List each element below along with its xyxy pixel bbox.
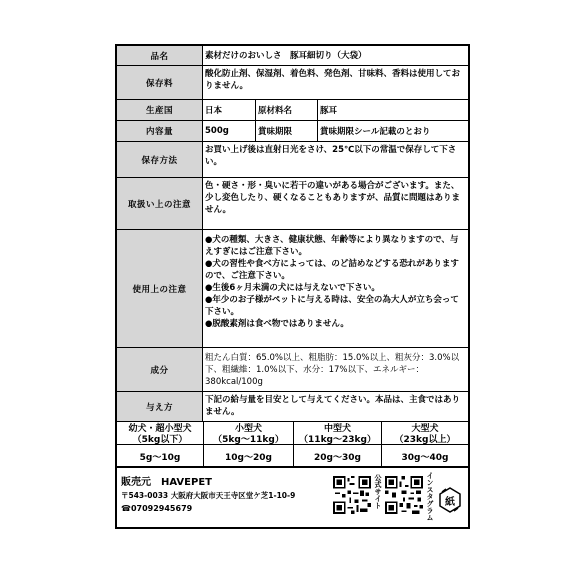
nutrition-value: 粗たん白質：65.0%以上、粗脂肪：15.0%以上、粗灰分：3.0%以下、粗繊維：1.0%以下、水分：17%以下、エネルギー：380kcal/100g <box>205 352 460 387</box>
content-row <box>117 121 468 142</box>
weight-label: （11kg〜23kg） <box>293 433 381 445</box>
amount-value: 5g〜10g <box>139 453 181 463</box>
storage-header: 保存方法 <box>117 142 203 177</box>
storage-value: お買い上げ後は直射日光をさけ、25℃以下の常温で保存して下さい。 <box>205 145 457 167</box>
material-value: 豚耳 <box>317 100 468 120</box>
material-header: 原材料名 <box>255 100 317 120</box>
instagram-label: インスタグラム <box>426 472 434 521</box>
paper-recycle-icon <box>437 486 463 514</box>
expiry-header: 賞味期限 <box>255 121 317 141</box>
amount-value: 20g〜30g <box>293 445 381 468</box>
preservatives-row <box>117 66 468 100</box>
preservatives-header: 保存料 <box>117 66 203 99</box>
product-header: 品名 <box>117 46 203 65</box>
size-label: 中型犬 <box>293 422 381 433</box>
nutrition-row <box>117 348 468 392</box>
nutrition-header: 成分 <box>117 348 203 391</box>
weight-label: （5kg以下） <box>117 433 203 445</box>
content-value: 500g <box>205 126 229 136</box>
usage-line: ●生後6ヶ月未満の犬には与えないで下さい。 <box>205 283 380 293</box>
feeding-table <box>117 422 468 468</box>
usage-header: 使用上の注意 <box>117 230 203 347</box>
instagram-qr-code[interactable] <box>385 476 423 514</box>
handling-row <box>117 178 468 230</box>
product-row <box>117 46 468 66</box>
usage-value <box>205 230 464 347</box>
amount-value: 30g〜40g <box>381 445 468 468</box>
expiry-value: 賞味期限シール記載のとおり <box>317 121 468 141</box>
handling-value: 色・硬さ・形・臭いに若干の違いがある場合がございます。また、少し変色したり、硬くなることもありますが、品質に問題はありません。 <box>205 181 461 215</box>
origin-header: 生産国 <box>117 100 203 120</box>
website-label: 公式サイト <box>374 474 382 509</box>
product-label <box>115 44 470 529</box>
paper-recycle-label: 紙 <box>445 497 455 508</box>
weight-label: （23kg以上） <box>381 433 468 445</box>
content-header: 内容量 <box>117 121 203 141</box>
usage-line: ●犬の習性や食べ方によっては、のど詰めなどする恐れがありますので、ご注意下さい。 <box>205 259 459 281</box>
website-qr-code[interactable] <box>333 476 371 514</box>
preservatives-value: 酸化防止剤、保湿剤、着色料、発色剤、甘味料、香料は使用しておりません。 <box>205 69 461 91</box>
handling-header: 取扱い上の注意 <box>117 178 203 229</box>
usage-row <box>117 230 468 348</box>
origin-row <box>117 100 468 121</box>
seller-address: 〒543-0033 大阪府大阪市天王寺区堂ケ芝1-10-9 <box>121 491 296 500</box>
origin-value: 日本 <box>205 106 223 116</box>
usage-line: ●犬の種類、大きさ、健康状態、年齢等により異なりますので、与えすぎにはご注意下さい。 <box>205 235 459 257</box>
seller-phone: ☎07092945679 <box>121 504 193 513</box>
product-value: 素材だけのおいしさ 豚耳細切り（大袋） <box>205 50 367 61</box>
footer <box>117 468 468 527</box>
size-label: 幼犬・超小型犬 <box>128 424 192 434</box>
usage-line: ●脱酸素剤は食べ物ではありません。 <box>205 319 349 329</box>
feeding-row <box>117 392 468 422</box>
amount-value: 10g〜20g <box>203 445 293 468</box>
feeding-value: 下記の給与量を目安として与えてください。本品は、主食ではありません。 <box>205 395 461 417</box>
size-label: 大型犬 <box>381 422 468 433</box>
feeding-header: 与え方 <box>117 392 203 421</box>
weight-label: （5kg〜11kg） <box>203 433 293 445</box>
storage-row <box>117 142 468 178</box>
size-label: 小型犬 <box>203 422 293 433</box>
seller-name: 販売元 HAVEPET <box>121 477 212 488</box>
usage-line: ●年少のお子様がペットに与える時は、安全の為大人が立ち会って下さい。 <box>205 295 459 317</box>
